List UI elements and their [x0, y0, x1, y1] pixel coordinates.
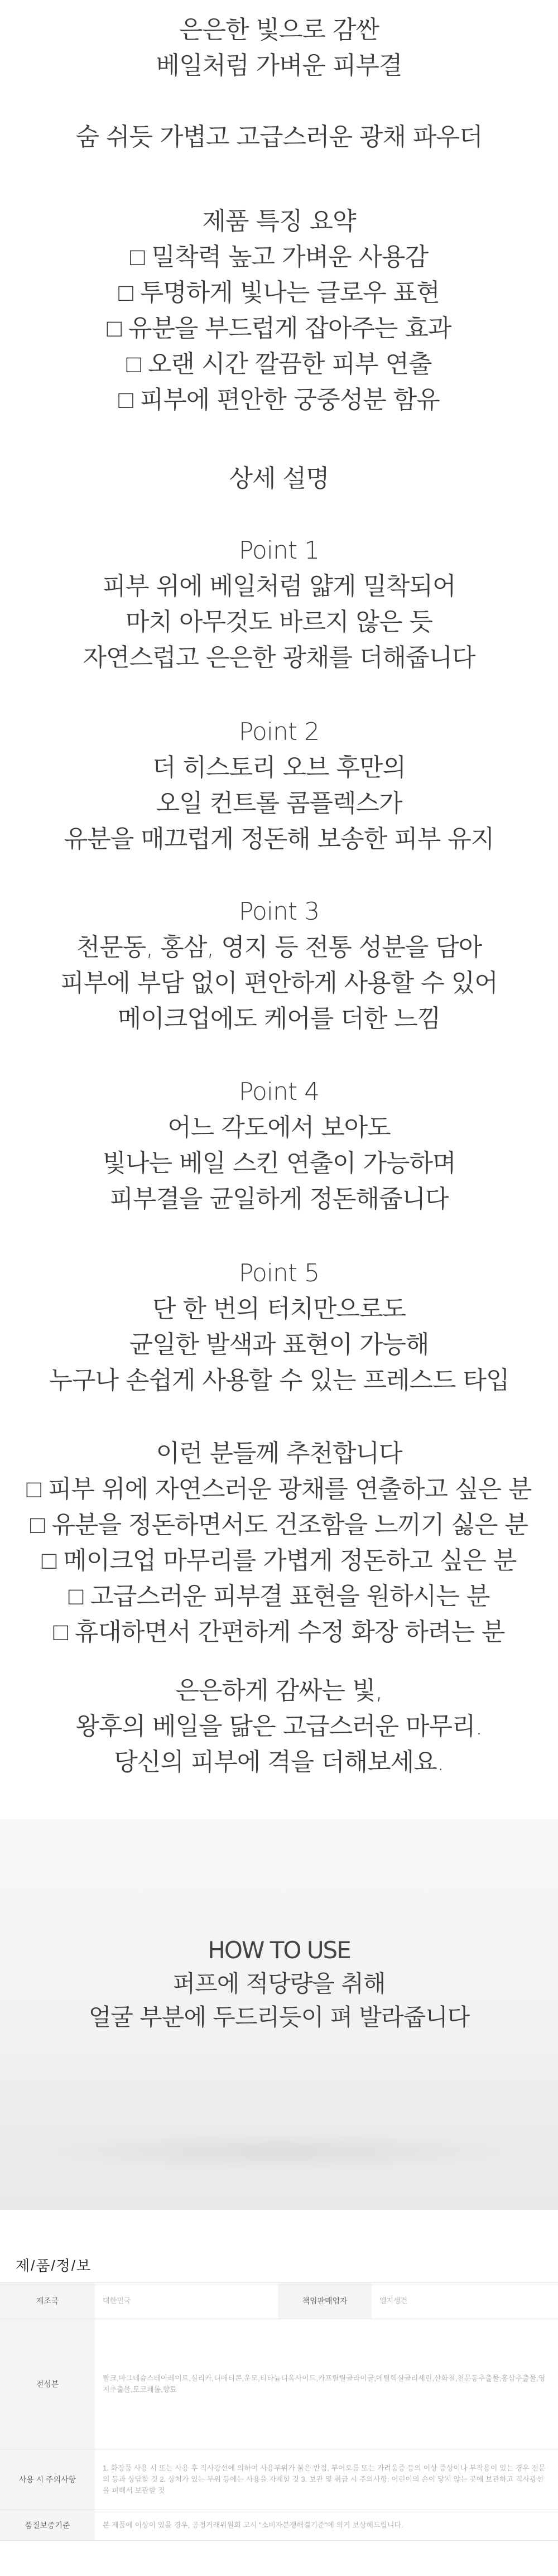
- recommend-title: 이런 분들께 추천합니다: [156, 1439, 402, 1468]
- intro-section: [0, 12, 558, 155]
- table-row: [0, 2449, 558, 2510]
- info-value: 본 제품에 이상이 있을 경우, 공정거래위원회 고시 "소비자분쟁해결기준"에 의거 보상해드립니다.: [95, 2510, 558, 2541]
- point-1: [0, 533, 558, 676]
- howto-section: [0, 1934, 558, 2034]
- summary-title: 제품 특징 요약: [202, 207, 356, 236]
- recommend-item: □ 유분을 정돈하면서도 건조함을 느끼기 싫은 분: [30, 1511, 528, 1539]
- point-2: [0, 714, 558, 857]
- howto-line: 얼굴 부분에 두드리듯이 펴 발라줍니다: [88, 2003, 470, 2031]
- point-line: 유분을 매끄럽게 정돈해 보송한 피부 유지: [64, 825, 494, 853]
- summary-item: □ 오랜 시간 깔끔한 피부 연출: [126, 350, 432, 378]
- info-value: 엘지생건: [372, 2283, 558, 2319]
- table-row: [0, 2510, 558, 2541]
- point-5: [0, 1256, 558, 1398]
- closing-line: 당신의 피부에 격을 더해보세요.: [114, 1748, 444, 1776]
- recommend-item: □ 고급스러운 피부결 표현을 원하시는 분: [68, 1582, 490, 1611]
- intro-line: 숨 쉬듯 가볍고 고급스러운 광채 파우더: [75, 123, 483, 151]
- info-label: 전성분: [0, 2319, 95, 2449]
- info-label: 제조국: [0, 2283, 95, 2319]
- point-line: 더 히스토리 오브 후만의: [152, 753, 406, 782]
- point-line: 단 한 번의 터치만으로도: [152, 1295, 406, 1323]
- table-row: [0, 2283, 558, 2319]
- recommend-item: □ 피부 위에 자연스러운 광채를 연출하고 싶은 분: [26, 1475, 532, 1503]
- point-title: Point 3: [238, 897, 320, 926]
- summary-section: [0, 204, 558, 418]
- point-line: 피부에 부담 없이 편안하게 사용할 수 있어: [60, 969, 498, 997]
- info-label: 책임판매업자: [278, 2283, 372, 2319]
- point-4: [0, 1074, 558, 1217]
- point-line: 마치 아무것도 바르지 않은 듯: [126, 608, 432, 636]
- point-line: 균일한 발색과 표현이 가능해: [129, 1330, 429, 1359]
- point-3: [0, 894, 558, 1037]
- point-line: 피부 위에 베일처럼 얇게 밀착되어: [102, 572, 456, 600]
- intro-spacer: [0, 84, 558, 119]
- point-line: 빛나는 베일 스킨 연출이 가능하며: [102, 1149, 456, 1178]
- point-title: Point 1: [238, 536, 320, 565]
- point-title: Point 2: [238, 718, 320, 746]
- intro-line: 베일처럼 가벼운 피부결: [156, 51, 402, 80]
- howto-line: 퍼프에 적당량을 취해: [172, 1970, 386, 1997]
- table-row: [0, 2319, 558, 2449]
- point-line: 누구나 손쉽게 사용할 수 있는 프레스드 타입: [49, 1366, 509, 1395]
- point-line: 피부결을 균일하게 정돈해줍니다: [109, 1185, 449, 1213]
- point-line: 오일 컨트롤 콤플렉스가: [156, 789, 402, 818]
- recommend-item: □ 메이크업 마무리를 가볍게 정돈하고 싶은 분: [41, 1546, 517, 1575]
- point-line: 어느 각도에서 보아도: [167, 1113, 391, 1142]
- point-line: 메이크업에도 케어를 더한 느낌: [117, 1005, 441, 1033]
- detail-title: 상세 설명: [229, 464, 329, 493]
- intro-line: 은은한 빛으로 감싼: [179, 16, 379, 44]
- point-line: 자연스럽고 은은한 광채를 더해줍니다: [83, 643, 475, 672]
- info-value: 1. 화장품 사용 시 또는 사용 후 직사광선에 의하여 사용부위가 붉은 반점, 부어오름 또는 가려움증 등의 이상 증상이나 부작용이 있는 경우 전문의 등과 상담할 것 2. 상처가 있는 부위 등에는 사용을 자제할 것 3. 보관 및 취급 시 주의사항: 어린이의 손이 닿지 않는 곳에 보관하고 직사광선을 피해서 보관할 것: [95, 2449, 558, 2510]
- summary-item: □ 투명하게 빛나는 글로우 표현: [118, 278, 440, 307]
- info-label: 품질보증기준: [0, 2510, 95, 2541]
- point-line: 천문동, 홍삼, 영지 등 전통 성분을 담아: [76, 933, 482, 962]
- summary-item: □ 유분을 부드럽게 잡아주는 효과: [107, 314, 451, 343]
- closing-line: 은은하게 감싸는 빛,: [175, 1676, 383, 1705]
- recommend-section: [0, 1436, 558, 1650]
- product-shadow: [33, 2132, 525, 2171]
- closing-line: 왕후의 베일을 닮은 고급스러운 마무리.: [75, 1712, 483, 1741]
- info-value: 탈크,마그네슘스테아레이트,실리카,디메티콘,운모,티타늄디옥사이드,카프릴릴글라이콜,에틸헥실글리세린,산화철,천문동추출물,홍삼추출물,영지추출물,토코페롤,향료: [95, 2319, 558, 2449]
- summary-item: □ 밀착력 높고 가벼운 사용감: [129, 243, 429, 271]
- info-title: 제/품/정/보: [16, 2257, 92, 2274]
- point-title: Point 4: [238, 1078, 320, 1106]
- howto-title: HOW TO USE: [208, 1936, 350, 1964]
- summary-item: □ 피부에 편안한 궁중성분 함유: [118, 386, 440, 414]
- closing-section: [0, 1673, 558, 1780]
- detail-heading: [0, 461, 558, 497]
- recommend-item: □ 휴대하면서 간편하게 수정 화장 하려는 분: [53, 1618, 505, 1646]
- info-label: 사용 시 주의사항: [0, 2449, 95, 2510]
- point-title: Point 5: [238, 1259, 320, 1287]
- info-value: 대한민국: [95, 2283, 278, 2319]
- product-info-table: [0, 2282, 558, 2541]
